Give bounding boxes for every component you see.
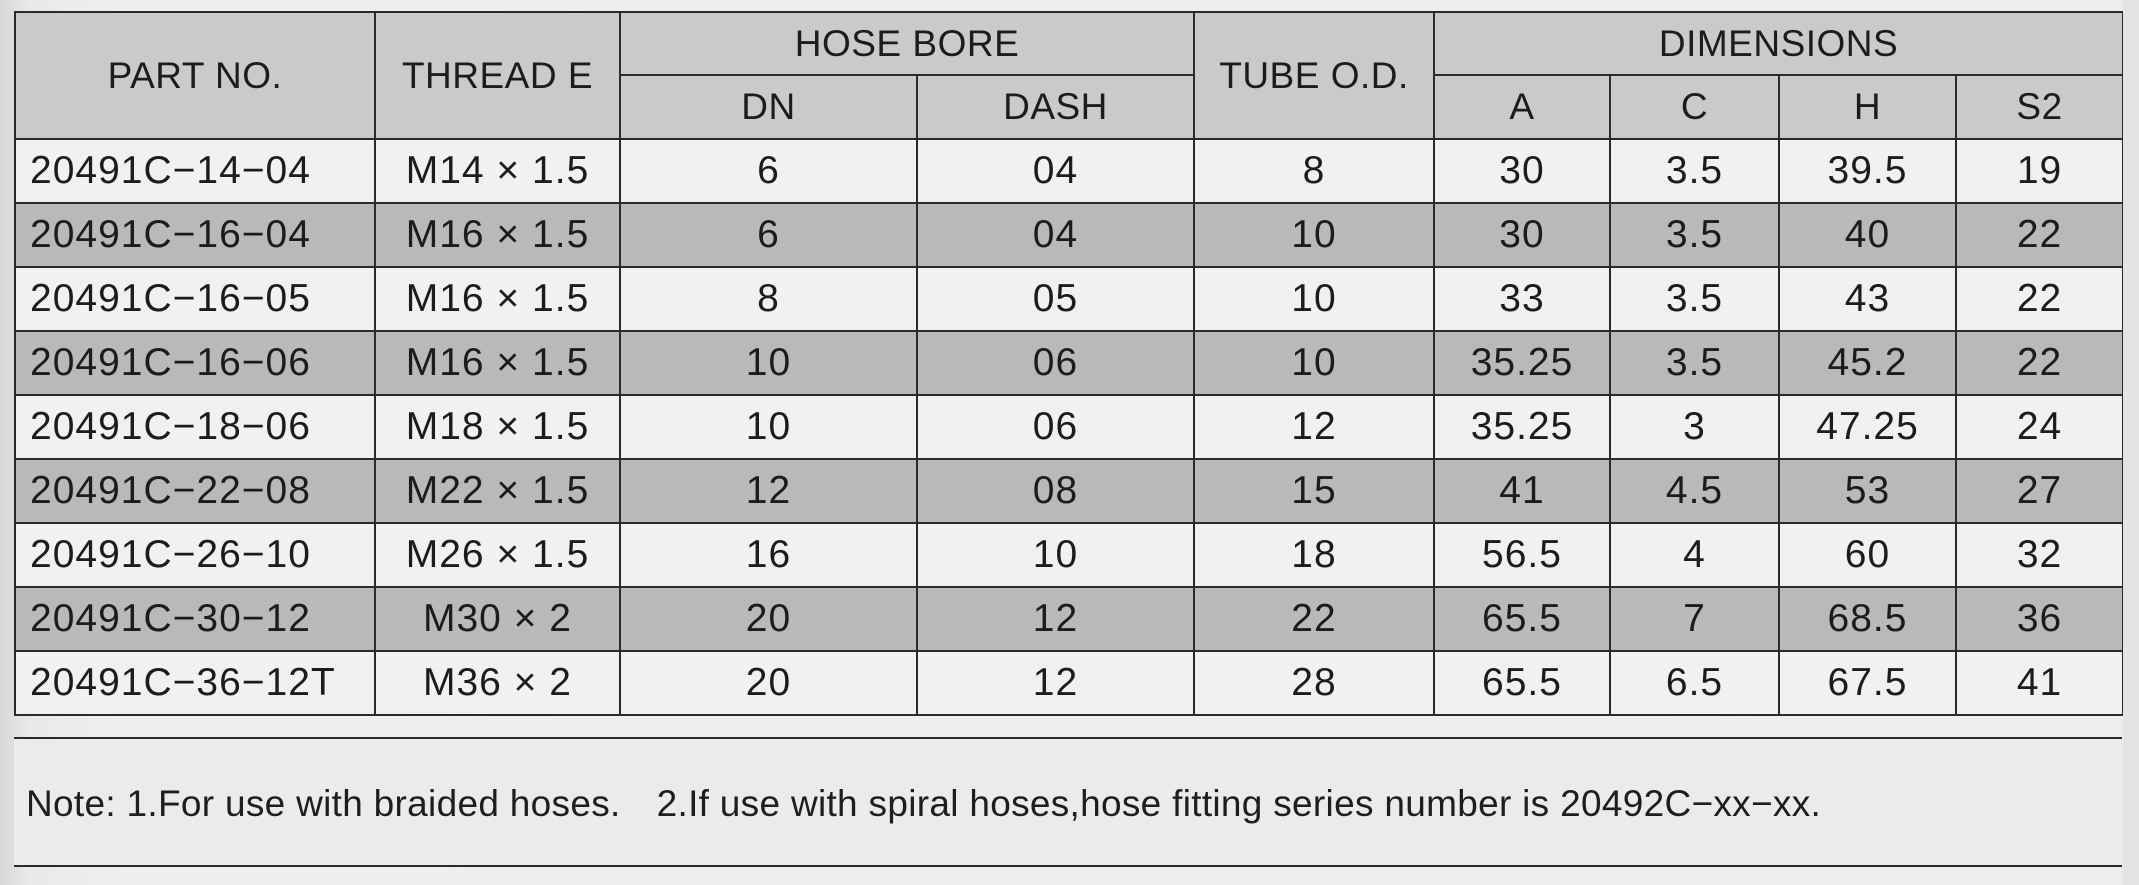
cell-tube-od: 22 bbox=[1194, 587, 1434, 651]
page-edge bbox=[2123, 0, 2139, 885]
cell-c: 3.5 bbox=[1610, 267, 1779, 331]
cell-dn: 10 bbox=[620, 395, 917, 459]
cell-part-no: 20491C−18−06 bbox=[15, 395, 375, 459]
header-part-no: PART NO. bbox=[15, 12, 375, 139]
cell-part-no: 20491C−16−05 bbox=[15, 267, 375, 331]
cell-dash: 08 bbox=[917, 459, 1194, 523]
cell-c: 7 bbox=[1610, 587, 1779, 651]
cell-tube-od: 10 bbox=[1194, 267, 1434, 331]
table-row bbox=[15, 651, 2123, 715]
cell-part-no: 20491C−36−12T bbox=[15, 651, 375, 715]
note-label: Note: bbox=[26, 783, 116, 824]
cell-c: 3.5 bbox=[1610, 139, 1779, 203]
cell-c: 4 bbox=[1610, 523, 1779, 587]
cell-part-no: 20491C−14−04 bbox=[15, 139, 375, 203]
cell-dn: 6 bbox=[620, 203, 917, 267]
table-row bbox=[15, 267, 2123, 331]
cell-part-no: 20491C−16−06 bbox=[15, 331, 375, 395]
cell-thread: M16 × 1.5 bbox=[375, 331, 620, 395]
cell-tube-od: 10 bbox=[1194, 331, 1434, 395]
cell-tube-od: 8 bbox=[1194, 139, 1434, 203]
header-a: A bbox=[1434, 75, 1610, 139]
cell-dash: 12 bbox=[917, 651, 1194, 715]
cell-tube-od: 15 bbox=[1194, 459, 1434, 523]
cell-h: 47.25 bbox=[1779, 395, 1956, 459]
header-tube-od: TUBE O.D. bbox=[1194, 12, 1434, 139]
cell-tube-od: 10 bbox=[1194, 203, 1434, 267]
table-row bbox=[15, 523, 2123, 587]
cell-dash: 12 bbox=[917, 587, 1194, 651]
cell-a: 30 bbox=[1434, 203, 1610, 267]
cell-a: 65.5 bbox=[1434, 651, 1610, 715]
note-item-braided: 1.For use with braided hoses. bbox=[126, 783, 621, 824]
cell-c: 3.5 bbox=[1610, 203, 1779, 267]
header-dimensions: DIMENSIONS bbox=[1434, 12, 2123, 75]
cell-dash: 06 bbox=[917, 395, 1194, 459]
header-thread: THREAD E bbox=[375, 12, 620, 139]
cell-thread: M30 × 2 bbox=[375, 587, 620, 651]
table-row bbox=[15, 203, 2123, 267]
table-row bbox=[15, 139, 2123, 203]
header-dn: DN bbox=[620, 75, 917, 139]
cell-dn: 20 bbox=[620, 651, 917, 715]
note-item-spiral: 2.If use with spiral hoses,hose fitting series number is 20492C−xx−xx. bbox=[656, 783, 1822, 824]
cell-a: 56.5 bbox=[1434, 523, 1610, 587]
cell-thread: M26 × 1.5 bbox=[375, 523, 620, 587]
header-hose-bore: HOSE BORE bbox=[620, 12, 1194, 75]
cell-dash: 04 bbox=[917, 203, 1194, 267]
cell-c: 6.5 bbox=[1610, 651, 1779, 715]
header-dash: DASH bbox=[917, 75, 1194, 139]
cell-s2: 22 bbox=[1956, 267, 2123, 331]
cell-c: 4.5 bbox=[1610, 459, 1779, 523]
cell-thread: M14 × 1.5 bbox=[375, 139, 620, 203]
cell-h: 67.5 bbox=[1779, 651, 1956, 715]
cell-h: 39.5 bbox=[1779, 139, 1956, 203]
cell-a: 65.5 bbox=[1434, 587, 1610, 651]
note-text bbox=[26, 783, 1821, 825]
table-row bbox=[15, 587, 2123, 651]
header-c: C bbox=[1610, 75, 1779, 139]
cell-c: 3.5 bbox=[1610, 331, 1779, 395]
cell-dn: 10 bbox=[620, 331, 917, 395]
cell-part-no: 20491C−22−08 bbox=[15, 459, 375, 523]
cell-dn: 8 bbox=[620, 267, 917, 331]
cell-dn: 20 bbox=[620, 587, 917, 651]
cell-a: 35.25 bbox=[1434, 331, 1610, 395]
cell-dash: 10 bbox=[917, 523, 1194, 587]
cell-c: 3 bbox=[1610, 395, 1779, 459]
cell-a: 33 bbox=[1434, 267, 1610, 331]
hose-fitting-spec-table bbox=[14, 11, 2124, 716]
table-row bbox=[15, 331, 2123, 395]
table-body bbox=[15, 139, 2123, 715]
cell-h: 45.2 bbox=[1779, 331, 1956, 395]
cell-s2: 32 bbox=[1956, 523, 2123, 587]
cell-dash: 04 bbox=[917, 139, 1194, 203]
cell-s2: 41 bbox=[1956, 651, 2123, 715]
cell-s2: 22 bbox=[1956, 203, 2123, 267]
cell-s2: 36 bbox=[1956, 587, 2123, 651]
cell-h: 53 bbox=[1779, 459, 1956, 523]
cell-h: 43 bbox=[1779, 267, 1956, 331]
cell-dn: 12 bbox=[620, 459, 917, 523]
note-section bbox=[14, 737, 2122, 867]
table-row bbox=[15, 459, 2123, 523]
cell-s2: 22 bbox=[1956, 331, 2123, 395]
cell-tube-od: 12 bbox=[1194, 395, 1434, 459]
cell-thread: M18 × 1.5 bbox=[375, 395, 620, 459]
header-h: H bbox=[1779, 75, 1956, 139]
cell-a: 35.25 bbox=[1434, 395, 1610, 459]
cell-h: 60 bbox=[1779, 523, 1956, 587]
cell-s2: 24 bbox=[1956, 395, 2123, 459]
cell-dn: 6 bbox=[620, 139, 917, 203]
cell-part-no: 20491C−16−04 bbox=[15, 203, 375, 267]
cell-thread: M36 × 2 bbox=[375, 651, 620, 715]
header-s2: S2 bbox=[1956, 75, 2123, 139]
table-header bbox=[15, 12, 2123, 139]
cell-a: 41 bbox=[1434, 459, 1610, 523]
cell-s2: 27 bbox=[1956, 459, 2123, 523]
cell-part-no: 20491C−26−10 bbox=[15, 523, 375, 587]
cell-thread: M16 × 1.5 bbox=[375, 203, 620, 267]
table-row bbox=[15, 395, 2123, 459]
cell-thread: M22 × 1.5 bbox=[375, 459, 620, 523]
cell-tube-od: 18 bbox=[1194, 523, 1434, 587]
cell-dn: 16 bbox=[620, 523, 917, 587]
cell-part-no: 20491C−30−12 bbox=[15, 587, 375, 651]
cell-dash: 06 bbox=[917, 331, 1194, 395]
cell-s2: 19 bbox=[1956, 139, 2123, 203]
cell-tube-od: 28 bbox=[1194, 651, 1434, 715]
cell-h: 40 bbox=[1779, 203, 1956, 267]
cell-h: 68.5 bbox=[1779, 587, 1956, 651]
cell-thread: M16 × 1.5 bbox=[375, 267, 620, 331]
cell-dash: 05 bbox=[917, 267, 1194, 331]
cell-a: 30 bbox=[1434, 139, 1610, 203]
